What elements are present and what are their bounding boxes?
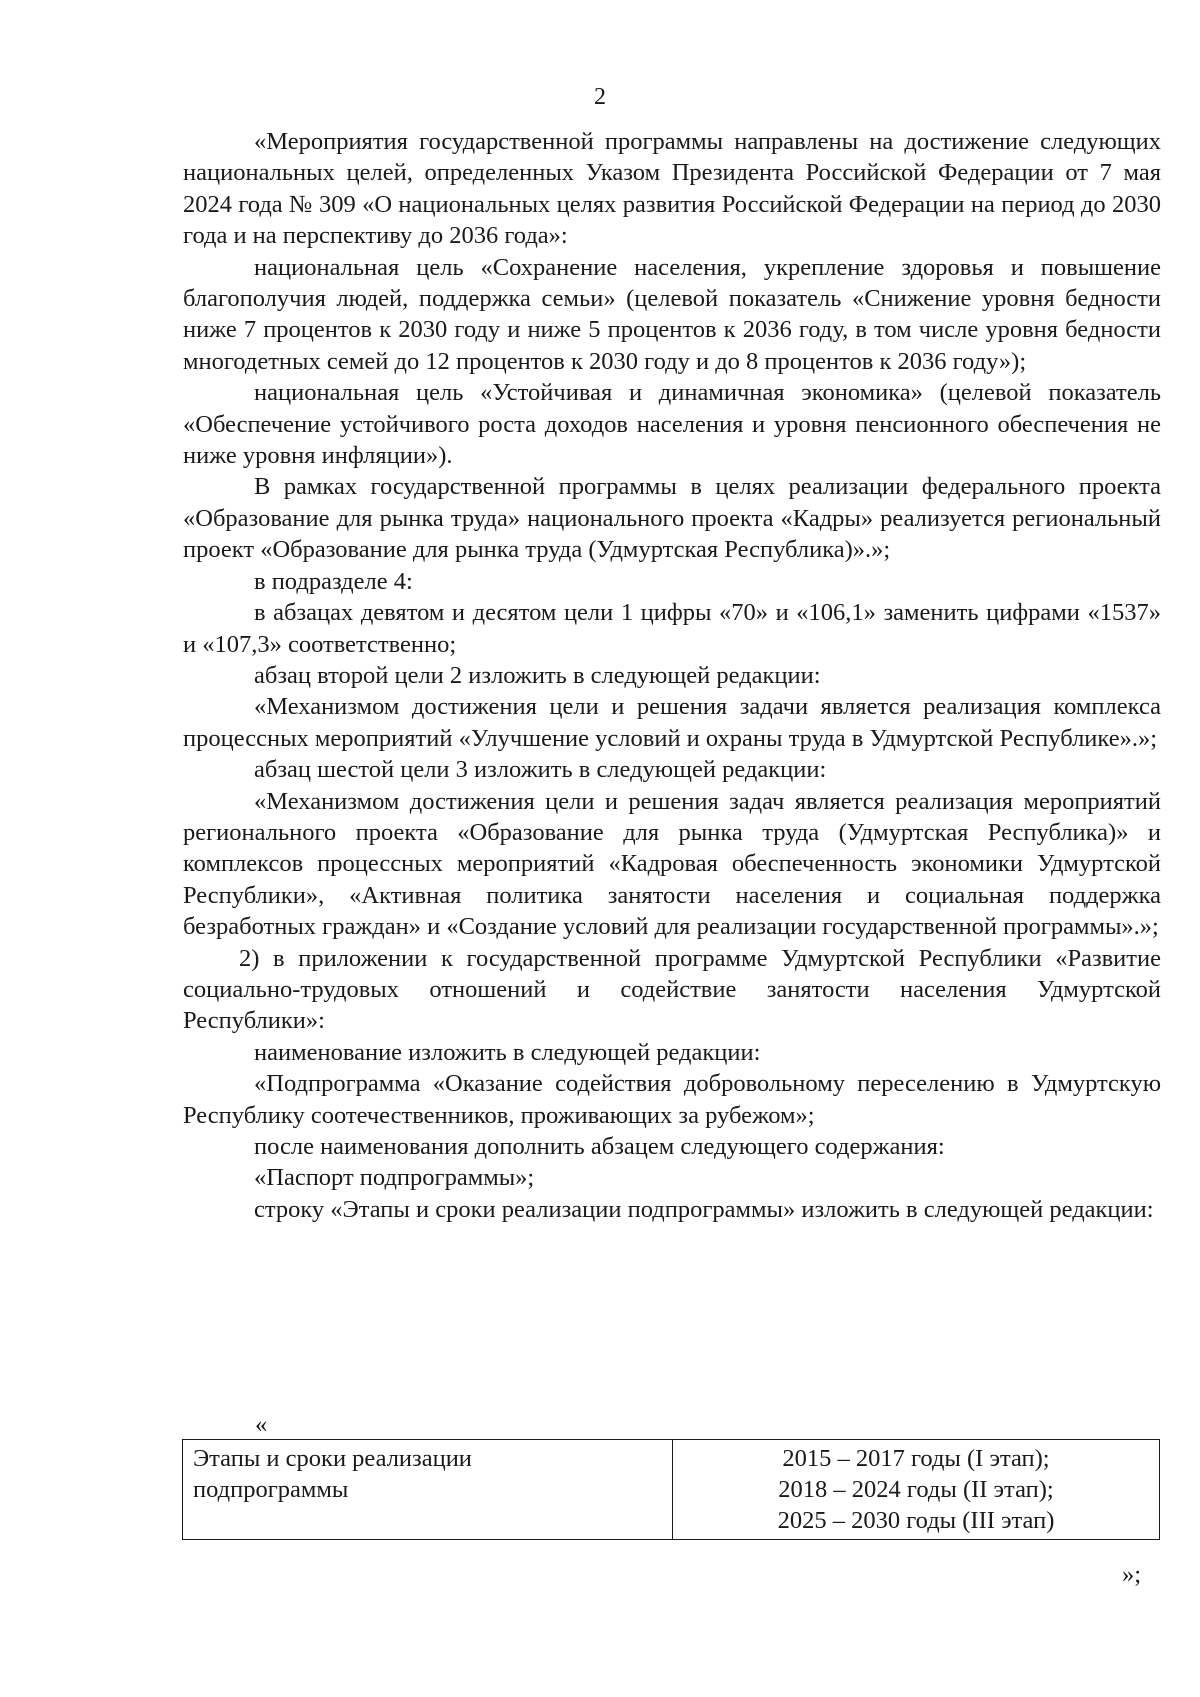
stage-item: 2018 – 2024 годы (II этап); — [778, 1476, 1054, 1503]
stages-label-cell — [183, 1440, 673, 1540]
stage-item: 2015 – 2017 годы (I этап); — [782, 1445, 1050, 1472]
paragraph-name-instruction: наименование изложить в следующей редакции: — [254, 1038, 761, 1066]
paragraph-goal-2-text: «Механизмом достижения цели и решения задачи является реализация комплекса процессных мероприятий «Улучшение условий и охраны труда в Удмуртской Республике».»; — [183, 693, 1161, 752]
stages-label-line: подпрограммы — [193, 1476, 349, 1503]
stage-item: 2025 – 2030 годы (III этап) — [777, 1507, 1055, 1534]
stages-value-cell — [673, 1440, 1160, 1540]
paragraph-national-goals-intro: «Мероприятия государственной программы направлены на достижение следующих национальных целей, определенных Указом Президента Российской Федерации от 7 мая 2024 года № 309 «О национальных целях развития Российской Федерации на период до 2030 года и на перспективу до 2036 года»: — [183, 128, 1161, 250]
table-row — [183, 1440, 1160, 1540]
paragraph-goal-3-text: «Механизмом достижения цели и решения задач является реализация мероприятий регионального проекта «Образование для рынка труда (Удмуртская Республика)» и комплексов процессных мероприятий «Кадровая обеспеченность экономики Удмуртской Республики», «Активная политика занятости населения и социальная поддержка безработных граждан» и «Создание условий для реализации государственной программы».»; — [183, 787, 1161, 941]
paragraph-goal-economy: национальная цель «Устойчивая и динамичная экономика» (целевой показатель «Обеспечение устойчивого роста доходов населения и уровня пенсионного обеспечения не ниже уровня инфляции»). — [183, 379, 1161, 470]
paragraph-goal-population: национальная цель «Сохранение населения, укрепление здоровья и повышение благополучия людей, поддержка семьи» (целевой показатель «Снижение уровня бедности ниже 7 процентов к 2030 году и ниже 5 процентов к 2036 году, в том числе уровня бедности многодетных семей до 12 процентов к 2030 году и до 8 процентов к 2036 году»); — [183, 253, 1161, 375]
opening-quote: « — [255, 1411, 268, 1438]
paragraph-regional-project: В рамках государственной программы в целях реализации федерального проекта «Образование для рынка труда» национального проекта «Кадры» реализуется региональный проект «Образование для рынка труда (Удмуртская Республика)».»; — [183, 473, 1161, 564]
paragraph-goal-1-figures: в абзацах девятом и десятом цели 1 цифры «70» и «106,1» заменить цифрами «1537» и «107,3» соответственно; — [183, 599, 1161, 658]
closing-quote: »; — [1122, 1561, 1142, 1588]
paragraph-subsection-4: в подразделе 4: — [254, 567, 413, 595]
paragraph-row-instruction: строку «Этапы и сроки реализации подпрограммы» изложить в следующей редакции: — [254, 1195, 1154, 1223]
page-number: 2 — [594, 84, 606, 110]
paragraph-goal-2-instruction: абзац второй цели 2 изложить в следующей редакции: — [254, 661, 821, 689]
body-text — [183, 126, 1161, 1225]
stages-table — [182, 1439, 1160, 1540]
stages-label-line: Этапы и сроки реализации — [193, 1445, 472, 1472]
paragraph-appendix: 2) в приложении к государственной программе Удмуртской Республики «Развитие социально-трудовых отношений и содействие занятости населения Удмуртской Республики»: — [183, 944, 1161, 1035]
paragraph-passport: «Паспорт подпрограммы»; — [254, 1164, 535, 1192]
paragraph-subprogram-name: «Подпрограмма «Оказание содействия добровольному переселению в Удмуртскую Республику соотечественников, проживающих за рубежом»; — [183, 1070, 1161, 1129]
paragraph-add-instruction: после наименования дополнить абзацем следующего содержания: — [254, 1133, 945, 1160]
paragraph-goal-3-instruction: абзац шестой цели 3 изложить в следующей редакции: — [254, 756, 827, 784]
